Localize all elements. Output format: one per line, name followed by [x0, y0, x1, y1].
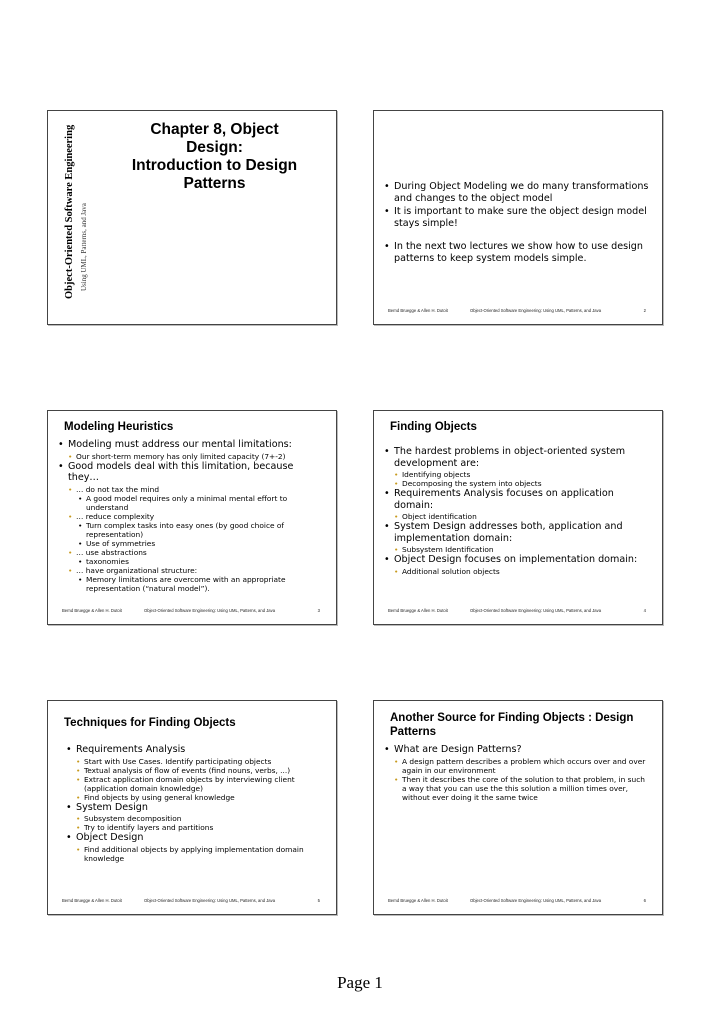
- footer-book: Object-Oriented Software Engineering: Using UML, Patterns, and Java: [470, 308, 602, 313]
- bullet-item: • During Object Modeling we do many transformations and changes to the object model: [384, 181, 650, 204]
- bullet-item: • … reduce complexity: [68, 512, 324, 521]
- bullet-item: • A design pattern describes a problem which occurs over and over again in our environment: [394, 757, 650, 775]
- footer-book: Object-Oriented Software Engineering: Using UML, Patterns, and Java: [470, 898, 602, 903]
- slide-footer: [388, 608, 648, 616]
- slide-6: [373, 700, 663, 915]
- bullet-item: • Decomposing the system into objects: [394, 479, 650, 488]
- chapter-title-line: Chapter 8, Object: [150, 121, 279, 138]
- bullet-item: • Try to identify layers and partitions: [76, 823, 324, 832]
- footer-page-number: 5: [317, 898, 320, 903]
- bullet-list: [384, 744, 650, 802]
- chapter-title-line: Patterns: [183, 175, 246, 192]
- bullet-item: • System Design addresses both, application and implementation domain:: [384, 521, 650, 544]
- bullet-item: • Start with Use Cases. Identify participating objects: [76, 757, 324, 766]
- slide-title: Finding Objects: [390, 421, 477, 433]
- slide-footer: [388, 898, 648, 906]
- slide-title: Another Source for Finding Objects : Design Patterns: [390, 712, 634, 738]
- bullet-list: [66, 744, 324, 863]
- bullet-item: • Object identification: [394, 512, 650, 521]
- bullet-item: • Then it describes the core of the solution to that problem, in such a way that you can use the this solution a million times over, without ever doing it the same twice: [394, 775, 650, 802]
- bullet-item: • Requirements Analysis: [66, 744, 324, 756]
- bullet-item: • … do not tax the mind: [68, 485, 324, 494]
- bullet-item: • … have organizational structure:: [68, 566, 324, 575]
- footer-book: Object-Oriented Software Engineering: Using UML, Patterns, and Java: [144, 608, 276, 613]
- bullet-item: • Textual analysis of flow of events (find nouns, verbs, ...): [76, 766, 324, 775]
- slide-footer: [62, 898, 322, 906]
- bullet-list: [384, 181, 650, 265]
- footer-page-number: 3: [317, 608, 320, 613]
- bullet-list: [58, 439, 324, 593]
- slide-4: [373, 410, 663, 625]
- footer-page-number: 6: [643, 898, 646, 903]
- bullet-item: • A good model requires only a minimal mental effort to understand: [78, 494, 324, 512]
- bullet-item: • … use abstractions: [68, 548, 324, 557]
- bullet-item: • System Design: [66, 802, 324, 814]
- side-book-subtitle: Using UML, Patterns, and Java: [80, 203, 88, 291]
- slide-footer: [388, 308, 648, 316]
- slide-title: Modeling Heuristics: [64, 421, 174, 433]
- bullet-item: • What are Design Patterns?: [384, 744, 650, 756]
- footer-book: Object-Oriented Software Engineering: Using UML, Patterns, and Java: [144, 898, 276, 903]
- chapter-title-line: Introduction to Design: [131, 157, 298, 174]
- bullet-item: • Additional solution objects: [394, 567, 650, 576]
- bullet-item: • Requirements Analysis focuses on application domain:: [384, 488, 650, 511]
- bullet-item: • Turn complex tasks into easy ones (by good choice of representation): [78, 521, 324, 539]
- footer-page-number: 4: [643, 608, 646, 613]
- bullet-list: [384, 446, 650, 576]
- bullet-item: • It is important to make sure the object design model stays simple!: [384, 206, 650, 229]
- slide-5: [47, 700, 337, 915]
- bullet-item: • taxonomies: [78, 557, 324, 566]
- bullet-item: • Object Design: [66, 832, 324, 844]
- chapter-title-line: Design:: [186, 139, 243, 156]
- bullet-item: • Modeling must address our mental limitations:: [58, 439, 324, 451]
- bullet-item: • Subsystem Identification: [394, 545, 650, 554]
- bullet-item: • Memory limitations are overcome with an appropriate representation (“natural model”).: [78, 575, 324, 593]
- footer-authors: Bernd Bruegge & Allen H. Dutoit: [62, 608, 122, 613]
- page-number-label: Page 1: [337, 973, 383, 992]
- footer-authors: Bernd Bruegge & Allen H. Dutoit: [388, 308, 448, 313]
- footer-page-number: 2: [643, 308, 646, 313]
- footer-book: Object-Oriented Software Engineering: Using UML, Patterns, and Java: [470, 608, 602, 613]
- footer-authors: Bernd Bruegge & Allen H. Dutoit: [388, 898, 448, 903]
- bullet-item: • Extract application domain objects by interviewing client (application domain knowledge): [76, 775, 324, 793]
- chapter-title: [103, 121, 326, 193]
- side-book-title: Object-Oriented Software Engineering: [64, 124, 75, 299]
- slide-2: [373, 110, 663, 325]
- slide-footer: [62, 608, 322, 616]
- slide-1-title: [47, 110, 337, 325]
- footer-authors: Bernd Bruegge & Allen H. Dutoit: [62, 898, 122, 903]
- bullet-item: • In the next two lectures we show how to use design patterns to keep system models simple.: [384, 241, 650, 264]
- bullet-item: • Object Design focuses on implementation domain:: [384, 554, 650, 566]
- slide-title: Techniques for Finding Objects: [64, 717, 236, 729]
- bullet-item: • The hardest problems in object-oriented system development are:: [384, 446, 650, 469]
- footer-authors: Bernd Bruegge & Allen H. Dutoit: [388, 608, 448, 613]
- bullet-item: • Use of symmetries: [78, 539, 324, 548]
- bullet-item: • Find additional objects by applying implementation domain knowledge: [76, 845, 324, 863]
- bullet-item: • Identifying objects: [394, 470, 650, 479]
- bullet-item: • Find objects by using general knowledge: [76, 793, 324, 802]
- bullet-item: • Good models deal with this limitation, because they…: [58, 461, 324, 484]
- bullet-item: • Subsystem decomposition: [76, 814, 324, 823]
- bullet-item: • Our short-term memory has only limited capacity (7+-2): [68, 452, 324, 461]
- slide-3: [47, 410, 337, 625]
